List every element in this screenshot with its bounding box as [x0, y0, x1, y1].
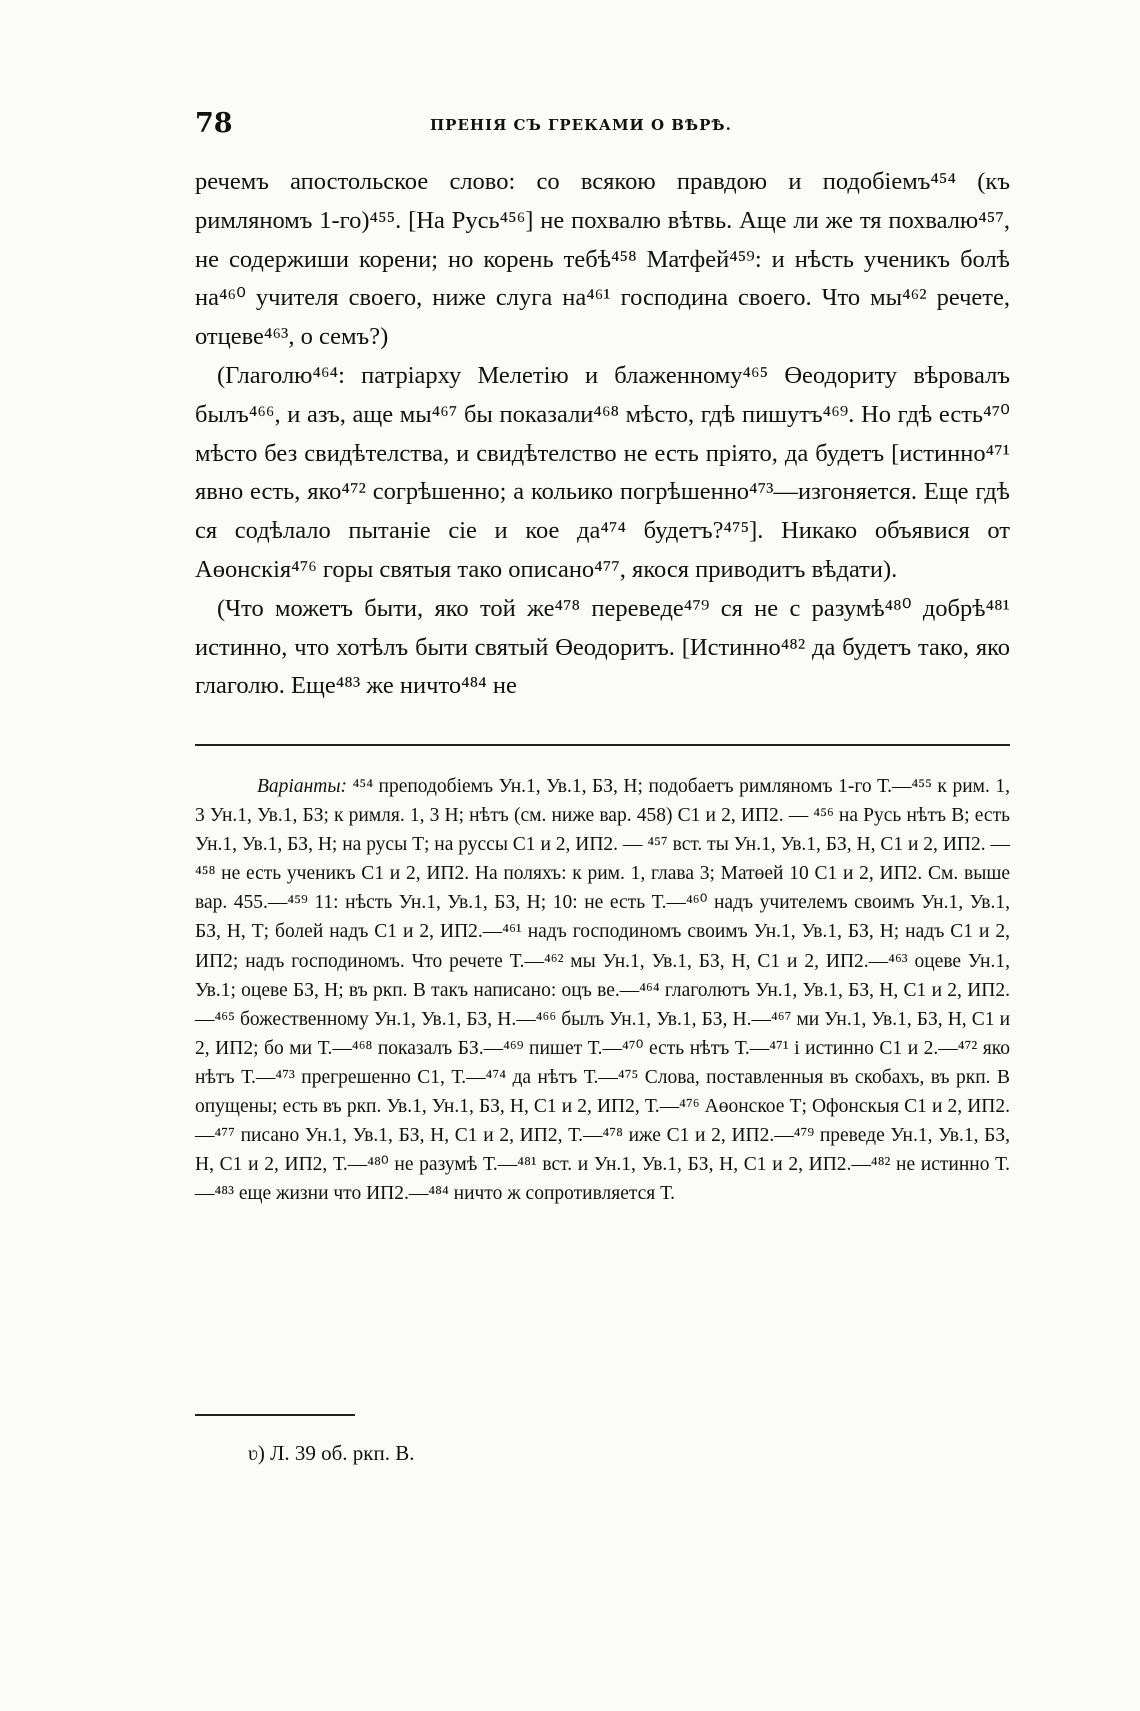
footnote-rule	[195, 1414, 355, 1416]
main-paragraph: речемъ апостольское слово: со всякою правдою и подобіемъ⁴⁵⁴ (къ римляномъ 1-го)⁴⁵⁵. [На Русь⁴⁵⁶] не похвалю вѣтвь. Аще ли же тя похвалю⁴⁵⁷, не содержиши корени; но корень тебѣ⁴⁵⁸ Матфей⁴⁵⁹: и нѣсть ученикъ болѣ на⁴⁶⁰ учителя своего, ниже слуга на⁴⁶¹ господина своего. Что мы⁴⁶² речете, отцеве⁴⁶³, о семъ?)	[195, 168, 1010, 351]
variants-label: Варіанты:	[257, 776, 348, 797]
separator-rule	[195, 744, 1010, 746]
variants-text: ⁴⁵⁴ преподобіемъ Ун.1, Ув.1, БЗ, Н; подобаетъ римляномъ 1-го Т.—⁴⁵⁵ к рим. 1, 3 Ун.1, Ув.1, БЗ; к римля. 1, 3 Н; нѣтъ (см. ниже вар. 458) С1 и 2, ИП2. — ⁴⁵⁶ на Русь нѣтъ В; есть Ун.1, Ув.1, БЗ, Н; на русы Т; на руссы С1 и 2, ИП2. — ⁴⁵⁷ вст. ты Ун.1, Ув.1, БЗ, Н, С1 и 2, ИП2. — ⁴⁵⁸ не есть ученикъ С1 и 2, ИП2. На поляхъ: к рим. 1, глава 3; Матөей 10 С1 и 2, ИП2. См. выше вар. 455.—⁴⁵⁹ 11: нѣсть Ун.1, Ув.1, БЗ, Н; 10: не есть Т.—⁴⁶⁰ надъ учителемъ своимъ Ун.1, Ув.1, БЗ, Н, Т; болей надъ С1 и 2, ИП2.—⁴⁶¹ надъ господиномъ своимъ Ун.1, Ув.1, БЗ, Н; надъ С1 и 2, ИП2; надъ господиномъ. Что речете Т.—⁴⁶² мы Ун.1, Ув.1, БЗ, Н, С1 и 2, ИП2.—⁴⁶³ оцеве Ун.1, Ув.1; оцеве БЗ, Н; въ ркп. В такъ написано: оцъ ве.—⁴⁶⁴ глаголютъ Ун.1, Ув.1, БЗ, Н, С1 и 2, ИП2.—⁴⁶⁵ божественному Ун.1, Ув.1, БЗ, Н.—⁴⁶⁶ былъ Ун.1, Ув.1, БЗ, Н.—⁴⁶⁷ ми Ун.1, Ув.1, БЗ, Н, С1 и 2, ИП2; бо ми Т.—⁴⁶⁸ показалъ БЗ.—⁴⁶⁹ пишет Т.—⁴⁷⁰ есть нѣтъ Т.—⁴⁷¹ і истинно С1 и 2.—⁴⁷² яко нѣтъ Т.—⁴⁷³ прегрешенно С1, Т.—⁴⁷⁴ да нѣтъ Т.—⁴⁷⁵ Слова, поставленныя въ скобахъ, въ ркп. В опущены; есть въ ркп. Ув.1, Ун.1, БЗ, Н, С1 и 2, ИП2, Т.—⁴⁷⁶ Аөонское Т; Офонскыя С1 и 2, ИП2.—⁴⁷⁷ писано Ун.1, Ув.1, БЗ, Н, С1 и 2, ИП2, Т.—⁴⁷⁸ иже С1 и 2, ИП2.—⁴⁷⁹ преведе Ун.1, Ув.1, БЗ, Н, С1 и 2, ИП2, Т.—⁴⁸⁰ не разумѣ Т.—⁴⁸¹ вст. и Ун.1, Ув.1, БЗ, Н, С1 и 2, ИП2.—⁴⁸² не истинно Т.—⁴⁸³ еще жизни что ИП2.—⁴⁸⁴ ничто ж сопротивляется Т.	[195, 776, 1011, 1205]
page-number: 78	[195, 108, 233, 139]
footnote: ʋ) Л. 39 об. ркп. В.	[248, 1441, 415, 1465]
main-text	[195, 163, 1010, 706]
running-head: ПРЕНІЯ СЪ ГРЕКАМИ О ВѢРѢ.	[430, 116, 732, 134]
variants-apparatus	[195, 772, 1010, 1208]
main-paragraph: (Глаголю⁴⁶⁴: патріарху Мелетію и блаженному⁴⁶⁵ Өеодориту вѣровалъ былъ⁴⁶⁶, и азъ, аще мы⁴⁶⁷ бы показали⁴⁶⁸ мѣсто, гдѣ пишутъ⁴⁶⁹. Но гдѣ есть⁴⁷⁰ мѣсто без свидѣтелства, и свидѣтелство не есть пріято, да будетъ [истинно⁴⁷¹ явно есть, яко⁴⁷² согрѣшенно; а кольико погрѣшенно⁴⁷³—изгоняется. Еще гдѣ ся содѣлало пытаніе сіе и кое да⁴⁷⁴ будетъ?⁴⁷⁵]. Никако объявися от Аөонскія⁴⁷⁶ горы святыя тако описано⁴⁷⁷, якося приводитъ вѣдати).	[195, 361, 1010, 583]
main-paragraph: (Что можетъ быти, яко той же⁴⁷⁸ переведе⁴⁷⁹ ся не с разумѣ⁴⁸⁰ добрѣ⁴⁸¹ истинно, что хотѣлъ быти святый Өеодоритъ. [Истинно⁴⁸² да будетъ тако, яко глаголю. Еще⁴⁸³ же ничто⁴⁸⁴ не	[195, 594, 1010, 700]
